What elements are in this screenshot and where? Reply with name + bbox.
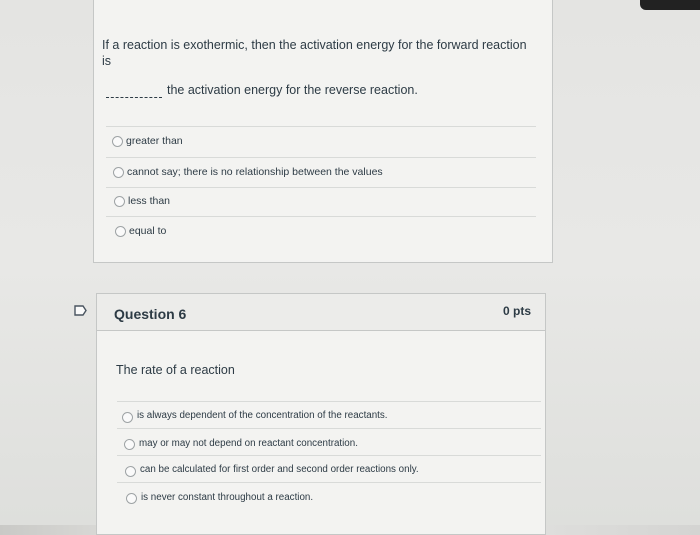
answer-option[interactable]: [117, 482, 541, 511]
answer-option[interactable]: [106, 157, 536, 186]
question-header: [97, 294, 545, 331]
answer-label: can be calculated for first order and second order reactions only.: [140, 464, 419, 475]
radio-button-icon[interactable]: [113, 167, 124, 178]
radio-button-icon[interactable]: [125, 466, 136, 477]
radio-button-icon[interactable]: [115, 226, 126, 237]
question-prompt-line-2: is: [102, 54, 112, 68]
answer-option[interactable]: [117, 455, 541, 484]
question-prompt-line-3: the activation energy for the reverse reaction.: [167, 83, 418, 97]
answer-option[interactable]: [106, 216, 536, 245]
radio-button-icon[interactable]: [126, 493, 137, 504]
answer-label: equal to: [129, 225, 167, 237]
answer-label: is always dependent of the concentration of the reactants.: [137, 410, 388, 421]
radio-button-icon[interactable]: [114, 196, 125, 207]
answer-label: may or may not depend on reactant concentration.: [139, 438, 358, 449]
answer-label: greater than: [126, 135, 183, 147]
answer-option[interactable]: [117, 428, 541, 457]
radio-button-icon[interactable]: [124, 439, 135, 450]
fill-in-blank: [106, 97, 162, 98]
answer-label: cannot say; there is no relationship between the values: [127, 166, 383, 178]
answer-label: is never constant throughout a reaction.: [141, 492, 314, 503]
answer-option[interactable]: [106, 187, 536, 216]
question-title: Question 6: [114, 306, 187, 322]
answer-option[interactable]: [117, 401, 541, 430]
flag-icon[interactable]: [74, 305, 87, 316]
answer-option[interactable]: [106, 126, 536, 155]
question-prompt-line-1: If a reaction is exothermic, then the activation energy for the forward reaction: [102, 38, 527, 52]
question-points: 0 pts: [502, 304, 531, 318]
answer-label: less than: [128, 195, 171, 207]
question-5-card: [93, 0, 553, 263]
bezel-shadow: [640, 0, 700, 10]
radio-button-icon[interactable]: [112, 136, 123, 147]
question-6-card: [96, 293, 546, 535]
radio-button-icon[interactable]: [122, 412, 133, 423]
question-prompt: The rate of a reaction: [116, 363, 235, 377]
